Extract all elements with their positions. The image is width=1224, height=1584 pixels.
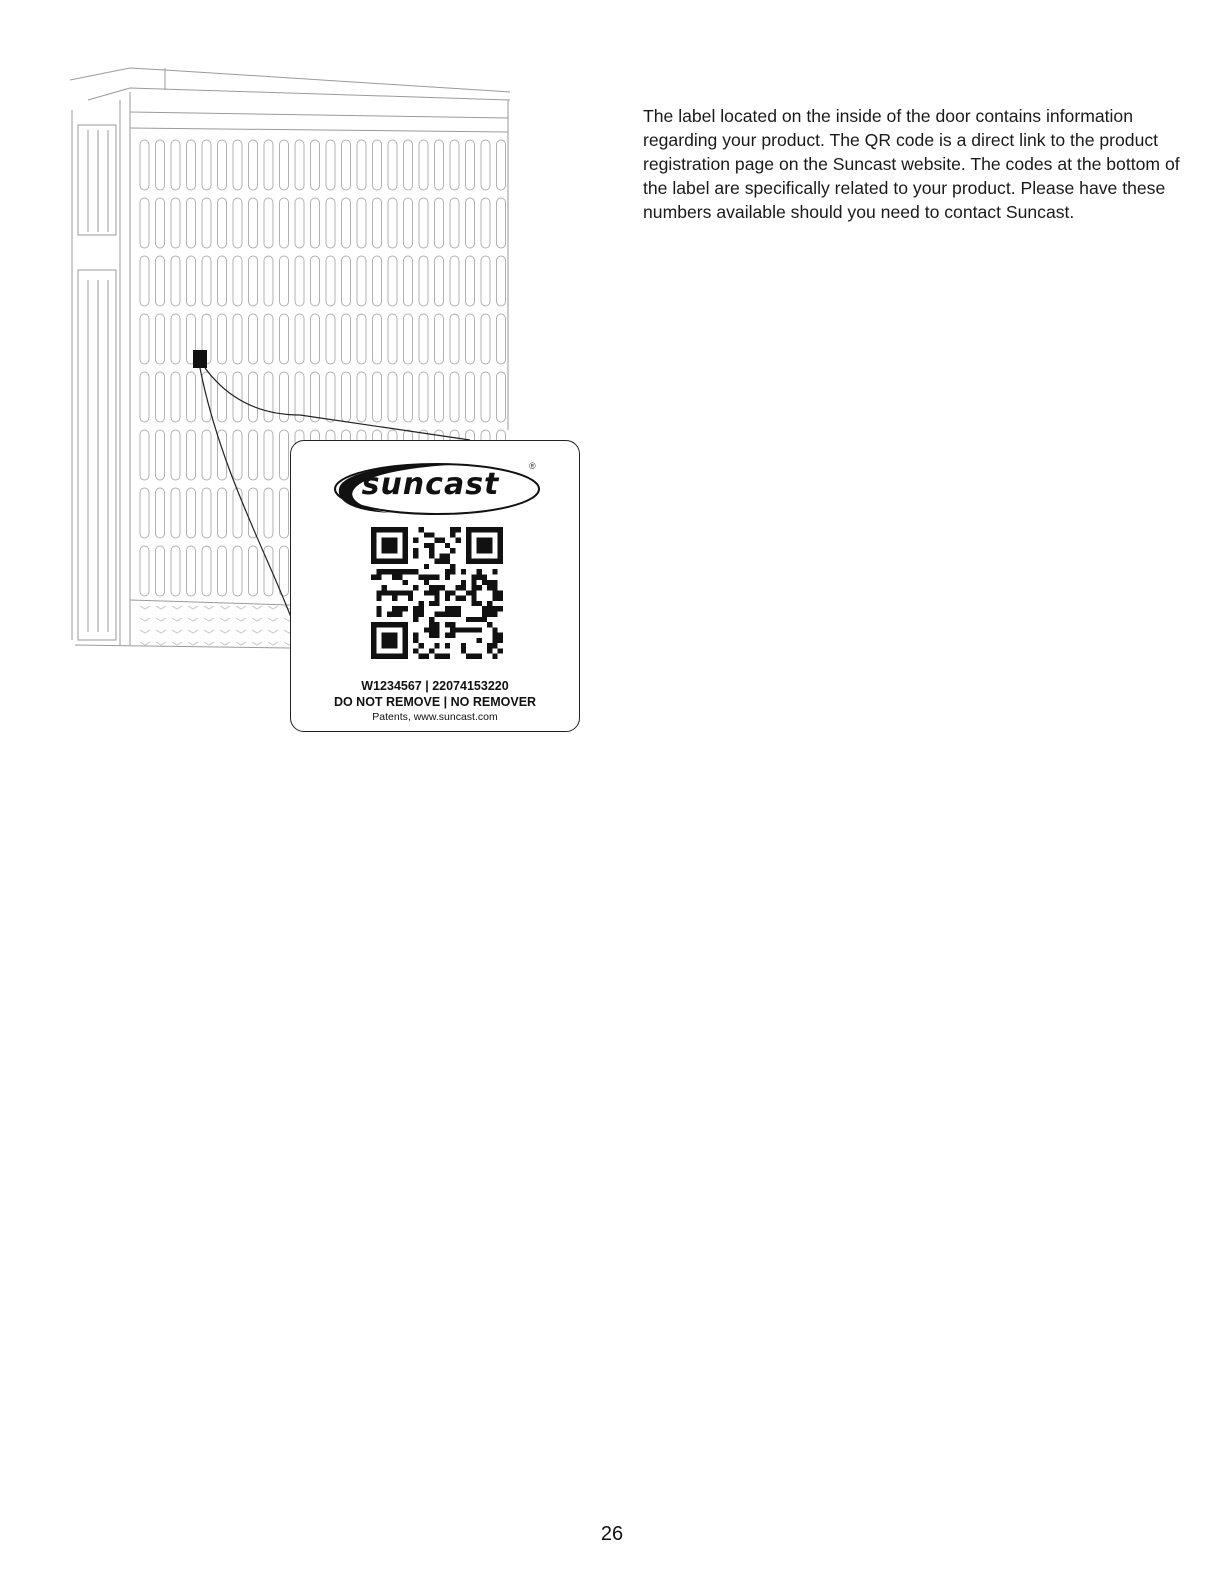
warning-text: DO NOT REMOVE | NO REMOVER	[333, 695, 537, 709]
page-number: 26	[600, 1523, 624, 1545]
instruction-paragraph: The label located on the inside of the door contains information regarding your product. The QR code is a direct link to the product registration page on the Suncast website. The codes at the bottom of the label are specifically related to your product. Please have these numbers available should you need to contact Suncast.	[643, 106, 1180, 222]
logo-wordmark: suncast	[361, 467, 500, 502]
registered-mark: ®	[529, 461, 536, 471]
sticker-location-marker	[193, 350, 207, 368]
product-label-card	[290, 440, 580, 732]
patents-website: Patents, www.suncast.com	[372, 711, 498, 723]
product-code: W1234567 | 22074153220	[361, 679, 509, 693]
qr-code-icon	[371, 527, 503, 659]
